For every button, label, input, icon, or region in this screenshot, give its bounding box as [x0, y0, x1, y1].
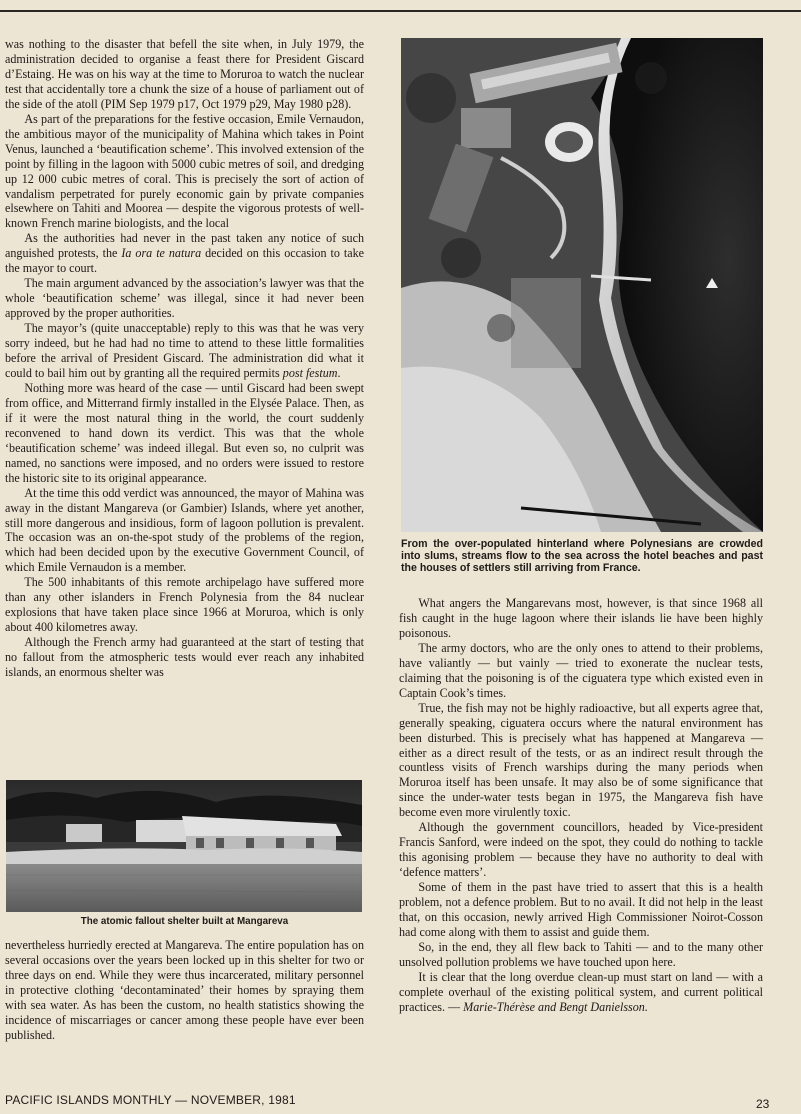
paragraph: The army doctors, who are the only ones to attend to their problems, have valiantly — but vainly — tried to exonerate the nuclear tests, claiming that the poisoning is of the ciguatera type which existed even in Captain Cook’s times.	[399, 640, 763, 700]
paragraph: nevertheless hurriedly erected at Mangareva. The entire population has on several occasions over the years been locked up in this shelter for two or three days on end. While they were thus incarcerated, military personnel in protective clothing ‘decontaminated’ their homes by spraying them with sea water. As has been the custom, no health statistics showing the incidence of miscarriages or cancer among these people have ever been published.	[5, 938, 364, 1042]
paragraph: True, the fish may not be highly radioactive, but all experts agree that, generally speaking, ciguatera occurs where the natural environment has been disturbed. This is precisely what has happened at Mangareva — either as a direct result of the tests, or as an indirect result through the countless visits of French warships during the many periods when Moruroa itself has been unsafe. It may also be of some significance that since the under-water tests began in 1975, the Mangareva fish have become even more virulently toxic.	[399, 700, 763, 820]
paragraph: As part of the preparations for the festive occasion, Emile Vernaudon, the ambitious mayor of the municipality of Mahina which takes in Point Venus, launched a ‘beautification scheme’. This involved extension of the point by filling in the lagoon with 5000 cubic metres of soil, and dredging up 12 000 cubic metres of coral. This is precisely the sort of action of vandalism perpetrated for purely economic gain by private companies elsewhere on Tahiti and Moorea — despite the vigorous protests of well-known French marine biologists, and the local	[5, 111, 364, 231]
shelter-photo-caption: The atomic fallout shelter built at Mangareva	[80, 916, 289, 927]
paragraph: Although the French army had guaranteed at the start of testing that no fallout from the atmospheric tests would ever reach any inhabited islands, an enormous shelter was	[5, 635, 364, 680]
page-number: 23	[756, 1097, 770, 1111]
paragraph: was nothing to the disaster that befell the site when, in July 1979, the administration decided to organise a feast there for President Giscard d’Estaing. He was on his way at the time to Moruroa to watch the nuclear test that accidentally tore a chunk the size of a house of parliament out of the side of the atoll (PIM Sep 1979 p17, Oct 1979 p29, May 1980 p28).	[5, 37, 364, 111]
aerial-photo	[401, 38, 763, 532]
paragraph: At the time this odd verdict was announced, the mayor of Mahina was away in the distant Mangareva (or Gambier) Islands, where yet another, still more dangerous and insidious, form of lagoon pollution is prevalent. The occasion was an on-the-spot study of the problems of the region, which had been decided upon by the executive Government Council, of which Emile Vernaudon is a member.	[5, 485, 364, 575]
left-column-bottom	[5, 938, 364, 1043]
top-rule	[0, 10, 801, 12]
aerial-photo-caption: From the over-populated hinterland where Polynesians are crowded into slums, streams flow to the sea across the hotel beaches and past the houses of settlers still arriving from France.	[401, 538, 763, 575]
paragraph: What angers the Mangarevans most, however, is that since 1968 all fish caught in the huge lagoon where their islands lie have been highly poisonous.	[399, 596, 763, 640]
paragraph: Some of them in the past have tried to assert that this is a health problem, not a defence problem. But to no avail. It did not help in the least that, on this occasion, newly arrived High Commissioner Noirot-Cosson had come along with them to assist and guide them.	[399, 880, 763, 939]
byline: Marie-Thérèse and Bengt Danielsson.	[463, 999, 648, 1014]
paragraph: As the authorities had never in the past taken any notice of such anguished protests, the Ia ora te natura decided on this occasion to take the mayor to court.	[5, 231, 365, 276]
paragraph: The mayor’s (quite unacceptable) reply to this was that he was very sorry indeed, but he had had no time to attend to these little formalities before the arrival of President Giscard. The administration did what it could to bail him out by granting all the required permits post festum.	[5, 321, 364, 380]
shelter-photo-image	[6, 780, 362, 912]
paragraph: It is clear that the long overdue clean-up must start on land — with a complete overhaul of the existing political system, and current political practices. — Marie-Thérèse and Bengt Danielsson.	[399, 969, 763, 1014]
paragraph: Nothing more was heard of the case — until Giscard had been swept from office, and Mitterrand firmly installed in the Elysée Palace. Then, as if it were the most natural thing in the world, the court suddenly reconvened to hand down its verdict. This was that the whole ‘beautification scheme’ was indeed illegal. But even so, no culprit was named, no sanctions were imposed, and no orders were issued to restore the historic site to its original appearance.	[5, 380, 364, 485]
paragraph: Although the government councillors, headed by Vice-president Francis Sanford, were indeed on the spot, they could do nothing to tackle this agonising problem — because they have no authority to deal with ‘defence matters’.	[399, 820, 763, 880]
paragraph: The main argument advanced by the association’s lawyer was that the whole ‘beautification scheme’ was illegal, since it had never been approved by the proper authorities.	[5, 276, 364, 321]
footer-magazine-issue: PACIFIC ISLANDS MONTHLY — NOVEMBER, 1981	[5, 1093, 296, 1107]
shelter-photo	[6, 780, 362, 912]
left-column-top	[5, 37, 364, 680]
aerial-photo-image	[401, 38, 763, 532]
paragraph: So, in the end, they all flew back to Tahiti — and to the many other unsolved pollution problems we have touched upon here.	[399, 939, 763, 969]
paragraph: The 500 inhabitants of this remote archipelago have suffered more than any other islanders in French Polynesia from the 84 nuclear explosions that have taken place since 1966 at Moruroa, which is only about 400 kilometres away.	[5, 575, 364, 635]
right-column	[399, 596, 763, 1015]
